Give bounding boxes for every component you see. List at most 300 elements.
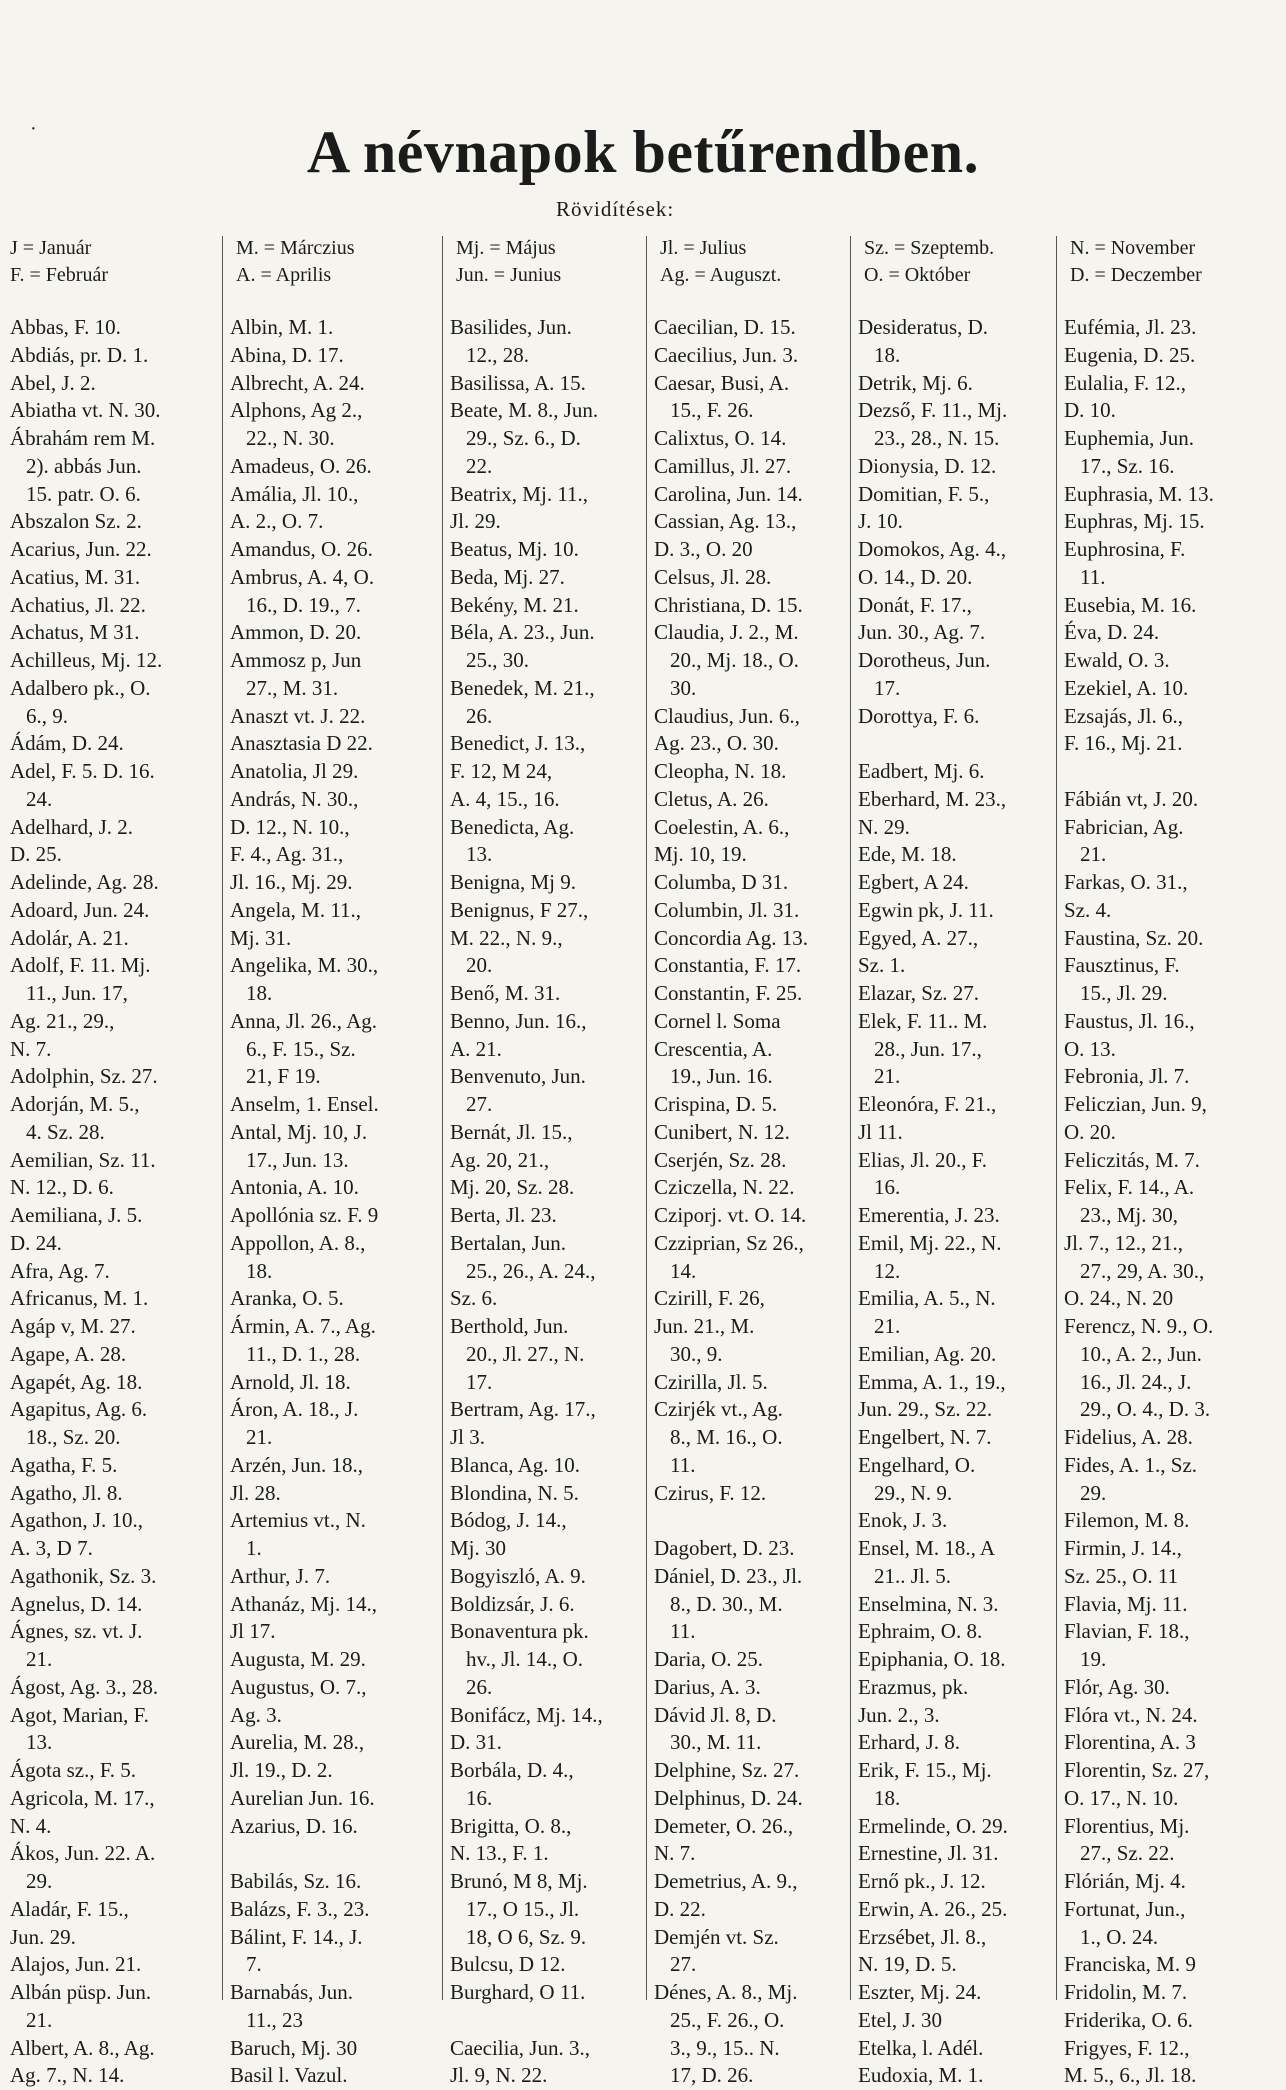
name-entry: O. 13. xyxy=(1064,1036,1116,1061)
name-entry: Bekény, M. 21. xyxy=(450,592,579,617)
name-entry: Concordia Ag. 13. xyxy=(654,925,808,950)
name-entry: Erazmus, pk. xyxy=(858,1674,969,1699)
name-entry: Bertalan, Jun. xyxy=(450,1230,567,1255)
name-entry: Czirill, F. 26, xyxy=(654,1286,765,1311)
name-entry: 27., 29, A. 30., xyxy=(1080,1258,1205,1283)
name-entry: Augusta, M. 29. xyxy=(230,1647,366,1671)
name-entry: Aranka, O. 5. xyxy=(230,1286,344,1311)
legend-entry: Mj. = Május xyxy=(456,237,556,259)
name-entry: Etelka, l. Adél. xyxy=(858,2035,984,2060)
name-entry: 16. xyxy=(466,1785,493,1810)
name-entry: Felix, F. 14., A. xyxy=(1064,1175,1195,1200)
name-entry: Benő, M. 31. xyxy=(450,981,561,1005)
name-entry: O. 20. xyxy=(1064,1119,1116,1144)
name-entry: Babilás, Sz. 16. xyxy=(230,1869,362,1893)
name-entry: Agricola, M. 17., xyxy=(10,1785,155,1810)
name-entry: Ag. 3. xyxy=(230,1702,282,1727)
legend-entry: N. = November xyxy=(1070,237,1196,259)
name-entry: Basil l. Vazul. xyxy=(230,2063,348,2088)
name-entry: Jl. 28. xyxy=(230,1480,281,1505)
legend-entry: J = Január xyxy=(10,237,92,259)
name-entry: Engelhard, O. xyxy=(858,1452,976,1477)
name-entry: Agape, A. 28. xyxy=(10,1341,127,1366)
name-entry: Euphrasia, M. 13. xyxy=(1064,481,1214,506)
name-entry: Flavian, F. 18., xyxy=(1064,1619,1190,1644)
name-entry: Abiatha vt. N. 30. xyxy=(10,398,161,423)
name-entry: Ernestine, Jl. 31. xyxy=(858,1841,999,1866)
name-entry: Filemon, M. 8. xyxy=(1064,1508,1190,1533)
name-entry: Ammosz p, Jun xyxy=(230,648,362,672)
name-entry: Ábrahám rem M. xyxy=(10,426,156,450)
name-entry: Balázs, F. 3., 23. xyxy=(230,1896,370,1921)
name-entry: Agapét, Ag. 18. xyxy=(10,1369,143,1394)
name-entry: Ewald, O. 3. xyxy=(1064,648,1170,672)
name-entry: 21. xyxy=(874,1064,901,1089)
name-entry: 27., M. 31. xyxy=(246,675,339,700)
name-entry: Éva, D. 24. xyxy=(1064,620,1160,645)
name-entry: 23., Mj. 30, xyxy=(1080,1203,1179,1227)
name-entry: 16., D. 19., 7. xyxy=(246,592,361,617)
name-entry: Sz. 6. xyxy=(450,1286,498,1311)
name-entry: 25., 26., A. 24., xyxy=(466,1258,596,1283)
name-entry xyxy=(1064,758,1214,786)
name-entry: 28., Jun. 17., xyxy=(874,1036,982,1061)
name-entry: Bertram, Ag. 17., xyxy=(450,1397,596,1422)
name-entry: Ag. 7., N. 14. xyxy=(10,2063,125,2088)
name-entry: 15. patr. O. 6. xyxy=(26,481,141,506)
name-entry: Adolphin, Sz. 27. xyxy=(10,1064,158,1089)
name-entry: Erhard, J. 8. xyxy=(858,1730,961,1755)
name-entry: Euphrosina, F. xyxy=(1064,537,1186,561)
name-entry: Ede, M. 18. xyxy=(858,842,957,867)
legend-entry: F. = Február xyxy=(10,264,108,286)
name-entry: Erwin, A. 26., 25. xyxy=(858,1896,1008,1921)
name-entry: Afra, Ag. 7. xyxy=(10,1258,110,1283)
name-entry: Ágota sz., F. 5. xyxy=(10,1758,137,1782)
name-entry: Eufémia, Jl. 23. xyxy=(1064,315,1197,339)
name-entry: Ag. 23., O. 30. xyxy=(654,731,779,756)
name-entry: 16., Jl. 24., J. xyxy=(1080,1369,1192,1394)
name-entry: Cletus, A. 26. xyxy=(654,786,769,811)
name-entry: 30., M. 11. xyxy=(670,1730,762,1755)
name-entry: Abdiás, pr. D. 1. xyxy=(10,342,149,367)
legend-group xyxy=(1070,235,1202,289)
name-entry: Anatolia, Jl 29. xyxy=(230,759,359,783)
name-column xyxy=(858,314,1008,2090)
name-entry: Amandus, O. 26. xyxy=(230,537,373,561)
name-entry: 21. xyxy=(246,1425,273,1449)
name-entry: D. 12., N. 10., xyxy=(230,814,350,839)
name-entry: 25., 30. xyxy=(466,648,529,672)
name-entry: M. 5., 6., Jl. 18. xyxy=(1064,2063,1197,2088)
name-entry: Burghard, O 11. xyxy=(450,1980,586,2004)
name-entry: 8., D. 30., M. xyxy=(670,1591,783,1616)
name-entry: Sz. 1. xyxy=(858,953,906,978)
name-entry: András, N. 30., xyxy=(230,786,359,811)
name-entry: Etel, J. 30 xyxy=(858,2007,942,2032)
name-entry: Africanus, M. 1. xyxy=(10,1286,149,1311)
name-entry: Daria, O. 25. xyxy=(654,1647,764,1671)
name-entry: 20., Mj. 18., O. xyxy=(670,648,799,672)
name-entry: Celsus, Jl. 28. xyxy=(654,564,772,589)
name-entry: Elek, F. 11.. M. xyxy=(858,1008,988,1033)
name-entry: Bogyiszló, A. 9. xyxy=(450,1563,586,1588)
name-entry: Constantia, F. 17. xyxy=(654,953,802,978)
name-entry: Fridolin, M. 7. xyxy=(1064,1980,1188,2004)
name-entry: Jl. 9, N. 22. xyxy=(450,2063,548,2088)
name-entry: Czziprian, Sz 26., xyxy=(654,1230,804,1255)
name-entry xyxy=(450,2007,603,2035)
name-entry: Agáp v, M. 27. xyxy=(10,1314,136,1338)
name-entry: Ag. 21., 29., xyxy=(10,1008,115,1033)
name-entry: Cleopha, N. 18. xyxy=(654,759,787,783)
name-entry: Emilian, Ag. 20. xyxy=(858,1341,997,1366)
name-entry: Eugenia, D. 25. xyxy=(1064,342,1196,367)
name-entry: D. 24. xyxy=(10,1230,62,1255)
name-entry: 18, O 6, Sz. 9. xyxy=(466,1924,587,1949)
name-entry: Ármin, A. 7., Ag. xyxy=(230,1314,376,1338)
name-entry: A. 4, 15., 16. xyxy=(450,786,560,811)
name-entry: Benno, Jun. 16., xyxy=(450,1008,587,1033)
name-entry: Faustina, Sz. 20. xyxy=(1064,925,1204,950)
name-column xyxy=(230,314,379,2090)
name-entry: Adoard, Jun. 24. xyxy=(10,897,150,922)
name-entry: 18., Sz. 20. xyxy=(26,1425,121,1449)
name-entry: Benignus, F 27., xyxy=(450,897,589,922)
name-entry: Ákos, Jun. 22. A. xyxy=(10,1841,156,1866)
name-entry: Franciska, M. 9 xyxy=(1064,1952,1196,1977)
name-entry: Emil, Mj. 22., N. xyxy=(858,1230,1002,1255)
name-entry: Dániel, D. 23., Jl. xyxy=(654,1563,803,1588)
name-entry: Faustus, Jl. 16., xyxy=(1064,1008,1195,1033)
name-entry: Beatrix, Mj. 11., xyxy=(450,481,589,506)
name-entry: Agapitus, Ag. 6. xyxy=(10,1397,148,1422)
name-entry: Aemilian, Sz. 11. xyxy=(10,1147,156,1172)
name-entry: Flórián, Mj. 4. xyxy=(1064,1869,1186,1893)
name-entry: Feliczian, Jun. 9, xyxy=(1064,1092,1207,1116)
name-entry: Antonia, A. 10. xyxy=(230,1175,359,1200)
name-entry: Euphras, Mj. 15. xyxy=(1064,509,1205,534)
name-entry: Ezekiel, A. 10. xyxy=(1064,675,1189,700)
name-entry: Ambrus, A. 4, O. xyxy=(230,564,375,589)
name-entry: Borbála, D. 4., xyxy=(450,1758,574,1782)
name-entry: Firmin, J. 14., xyxy=(1064,1536,1182,1560)
name-entry: Flavia, Mj. 11. xyxy=(1064,1591,1188,1616)
name-entry: A. 2., O. 7. xyxy=(230,509,324,534)
name-entry: Dezső, F. 11., Mj. xyxy=(858,398,1008,423)
name-entry: Demjén vt. Sz. xyxy=(654,1924,779,1949)
name-entry: Anna, Jl. 26., Ag. xyxy=(230,1008,377,1033)
name-entry: Albert, A. 8., Ag. xyxy=(10,2035,155,2060)
name-entry: Claudia, J. 2., M. xyxy=(654,620,799,645)
name-entry: Eberhard, M. 23., xyxy=(858,786,1007,811)
name-entry: 17. xyxy=(874,675,901,700)
name-entry: Amadeus, O. 26. xyxy=(230,453,372,478)
name-entry: D. 25. xyxy=(10,842,62,867)
name-entry: Artemius vt., N. xyxy=(230,1508,366,1533)
name-entry: Jl. 29. xyxy=(450,509,501,534)
name-entry: Jun. 2., 3. xyxy=(858,1702,940,1727)
name-entry: Emma, A. 1., 19., xyxy=(858,1369,1006,1394)
name-entry: Caesar, Busi, A. xyxy=(654,370,790,395)
name-entry: 27. xyxy=(466,1092,493,1116)
name-entry: Albin, M. 1. xyxy=(230,315,334,339)
name-entry: 24. xyxy=(26,786,53,811)
name-entry: Adel, F. 5. D. 16. xyxy=(10,759,155,783)
name-entry: Acatius, M. 31. xyxy=(10,564,141,589)
name-column xyxy=(1064,314,1214,2090)
name-entry: Barnabás, Jun. xyxy=(230,1980,354,2004)
name-entry: Benigna, Mj 9. xyxy=(450,870,576,894)
legend-entry: D. = Deczember xyxy=(1070,264,1202,286)
name-entry: Bulcsu, D 12. xyxy=(450,1952,566,1977)
name-entry: Anselm, 1. Ensel. xyxy=(230,1092,379,1116)
name-entry: Elias, Jl. 20., F. xyxy=(858,1147,987,1172)
column-divider xyxy=(850,236,851,2000)
name-entry: Cziczella, N. 22. xyxy=(654,1175,795,1200)
name-entry: Jl. 16., Mj. 29. xyxy=(230,870,353,894)
name-entry: Brigitta, O. 8., xyxy=(450,1813,572,1838)
name-entry: 27. xyxy=(670,1952,697,1977)
name-entry: 16. xyxy=(874,1175,901,1200)
name-entry: Agathon, J. 10., xyxy=(10,1508,143,1533)
name-entry: Benedicta, Ag. xyxy=(450,814,575,839)
name-entry: Frigyes, F. 12., xyxy=(1064,2035,1190,2060)
name-entry: Czirus, F. 12. xyxy=(654,1480,767,1505)
name-entry: Camillus, Jl. 27. xyxy=(654,453,792,478)
name-entry: Carolina, Jun. 14. xyxy=(654,481,803,506)
legend-entry: Jl. = Julius xyxy=(660,237,747,259)
name-column xyxy=(450,314,603,2090)
name-entry: Caecilius, Jun. 3. xyxy=(654,342,799,367)
name-entry: Fidelius, A. 28. xyxy=(1064,1425,1193,1449)
name-entry: 2). abbás Jun. xyxy=(26,453,142,478)
name-entry: Appollon, A. 8., xyxy=(230,1230,366,1255)
name-entry: Aurelia, M. 28., xyxy=(230,1730,365,1755)
name-entry: Augustus, O. 7., xyxy=(230,1674,367,1699)
name-entry: 18. xyxy=(874,1785,901,1810)
legend-group xyxy=(10,235,108,289)
name-entry: 27., Sz. 22. xyxy=(1080,1841,1175,1866)
name-entry: 26. xyxy=(466,1674,493,1699)
name-entry: Anasztasia D 22. xyxy=(230,731,373,756)
name-entry: Darius, A. 3. xyxy=(654,1674,761,1699)
name-entry: Crescentia, A. xyxy=(654,1036,773,1061)
name-entry: 6., F. 15., Sz. xyxy=(246,1036,356,1061)
name-entry: Calixtus, O. 14. xyxy=(654,426,787,450)
name-entry: Ádám, D. 24. xyxy=(10,731,124,756)
name-entry: Mj. 31. xyxy=(230,925,292,950)
name-entry: 29., O. 4., D. 3. xyxy=(1080,1397,1211,1422)
name-entry: 21, F 19. xyxy=(246,1064,321,1089)
name-entry xyxy=(858,730,1008,758)
name-entry: Athanáz, Mj. 14., xyxy=(230,1591,377,1616)
name-entry: 1., O. 24. xyxy=(1080,1924,1159,1949)
name-entry: Acarius, Jun. 22. xyxy=(10,537,152,561)
legend-entry: Jun. = Junius xyxy=(456,264,562,286)
name-entry: Jun. 29. xyxy=(10,1924,76,1949)
legend-group xyxy=(864,235,994,289)
name-entry: 11., D. 1., 28. xyxy=(246,1341,361,1366)
name-entry: Ermelinde, O. 29. xyxy=(858,1813,1008,1838)
name-entry: Bonifácz, Mj. 14., xyxy=(450,1702,603,1727)
name-entry: Eadbert, Mj. 6. xyxy=(858,759,985,783)
name-entry: N. 12., D. 6. xyxy=(10,1175,114,1200)
name-entry: N. 7. xyxy=(10,1036,52,1061)
name-entry: 18. xyxy=(246,1258,273,1283)
name-entry: Albán püsp. Jun. xyxy=(10,1980,152,2004)
name-entry: 19. xyxy=(1080,1647,1107,1671)
name-entry: Ensel, M. 18., A xyxy=(858,1536,996,1560)
name-entry: Bonaventura pk. xyxy=(450,1619,589,1644)
name-entry: Fábián vt, J. 20. xyxy=(1064,786,1199,811)
name-entry: Jl 3. xyxy=(450,1425,486,1449)
name-entry: Engelbert, N. 7. xyxy=(858,1425,992,1449)
name-entry: Aladár, F. 15., xyxy=(10,1896,129,1921)
name-entry: O. 24., N. 20 xyxy=(1064,1286,1174,1311)
name-entry: Enselmina, N. 3. xyxy=(858,1591,999,1616)
name-entry: N. 7. xyxy=(654,1841,696,1866)
name-entry: Agatho, Jl. 8. xyxy=(10,1480,123,1505)
name-entry: N. 29. xyxy=(858,814,910,839)
name-entry: Ephraim, O. 8. xyxy=(858,1619,983,1644)
name-entry: Béla, A. 23., Jun. xyxy=(450,620,595,645)
name-entry: Columbin, Jl. 31. xyxy=(654,897,800,922)
name-entry: Abszalon Sz. 2. xyxy=(10,509,142,534)
name-entry: Bernát, Jl. 15., xyxy=(450,1119,573,1144)
name-entry: Agathonik, Sz. 3. xyxy=(10,1563,157,1588)
name-entry: F. 16., Mj. 21. xyxy=(1064,731,1183,756)
legend-entry: M. = Márczius xyxy=(236,237,355,259)
name-entry: Ernő pk., J. 12. xyxy=(858,1869,986,1893)
name-entry: Blanca, Ag. 10. xyxy=(450,1452,581,1477)
name-entry: Abina, D. 17. xyxy=(230,342,344,367)
name-entry: Beate, M. 8., Jun. xyxy=(450,398,599,423)
abbreviations-title: Rövidítések: xyxy=(556,197,675,221)
column-divider xyxy=(646,236,647,2000)
name-entry: A. 21. xyxy=(450,1036,502,1061)
name-entry: J. 10. xyxy=(858,509,903,534)
name-entry: 11. xyxy=(1080,564,1106,589)
name-entry: Antal, Mj. 10, J. xyxy=(230,1119,368,1144)
name-entry: 4. Sz. 28. xyxy=(26,1119,105,1144)
name-entry: 30., 9. xyxy=(670,1341,723,1366)
name-entry: 25., F. 26., O. xyxy=(670,2007,785,2032)
name-entry: Adalbero pk., O. xyxy=(10,675,151,700)
name-entry: Agot, Marian, F. xyxy=(10,1702,149,1727)
name-entry: Abbas, F. 10. xyxy=(10,315,121,339)
name-entry: Aurelian Jun. 16. xyxy=(230,1785,375,1810)
name-entry: N. 4. xyxy=(10,1813,52,1838)
name-entry: Brunó, M 8, Mj. xyxy=(450,1869,588,1893)
name-entry: 14. xyxy=(670,1258,697,1283)
name-entry: 21.. Jl. 5. xyxy=(874,1563,952,1588)
name-entry: Mj. 20, Sz. 28. xyxy=(450,1175,575,1200)
name-entry: Amália, Jl. 10., xyxy=(230,481,359,506)
name-entry: Czirilla, Jl. 5. xyxy=(654,1369,768,1394)
name-entry xyxy=(230,1840,379,1868)
column-divider xyxy=(222,236,223,2000)
name-entry: Farkas, O. 31., xyxy=(1064,870,1188,894)
name-entry: Agatha, F. 5. xyxy=(10,1452,118,1477)
name-entry: Arnold, Jl. 18. xyxy=(230,1369,351,1394)
name-entry: Caecilia, Jun. 3., xyxy=(450,2035,590,2060)
name-entry: Dávid Jl. 8, D. xyxy=(654,1702,777,1727)
name-entry: 17., Jun. 13. xyxy=(246,1147,349,1172)
name-entry: D. 10. xyxy=(1064,398,1116,423)
legend-entry: Sz. = Szeptemb. xyxy=(864,237,995,259)
name-entry: Erzsébet, Jl. 8., xyxy=(858,1924,987,1949)
name-entry: Angela, M. 11., xyxy=(230,897,362,922)
name-entry: 17. xyxy=(466,1369,493,1394)
name-entry: Friderika, O. 6. xyxy=(1064,2007,1193,2032)
name-entry: 12. xyxy=(874,1258,901,1283)
legend-entry: Ag. = Auguszt. xyxy=(660,264,782,286)
name-entry: Aemiliana, J. 5. xyxy=(10,1203,143,1227)
name-entry: 15., Jl. 29. xyxy=(1080,981,1168,1005)
name-entry: 26. xyxy=(466,703,493,728)
name-entry: Eusebia, M. 16. xyxy=(1064,592,1197,617)
name-entry: Bódog, J. 14., xyxy=(450,1508,567,1533)
name-entry: 11. xyxy=(670,1619,696,1644)
name-entry: 11., Jun. 17, xyxy=(26,981,128,1005)
name-entry: 22., N. 30. xyxy=(246,426,335,450)
legend-entry: O. = Október xyxy=(864,264,971,286)
name-entry: Basilissa, A. 15. xyxy=(450,370,586,395)
name-entry: Jl. 19., D. 2. xyxy=(230,1758,333,1782)
name-entry: Florentius, Mj. xyxy=(1064,1813,1190,1838)
name-entry: Abel, J. 2. xyxy=(10,370,96,395)
name-entry: Sz. 4. xyxy=(1064,897,1112,922)
name-entry: Benedict, J. 13., xyxy=(450,731,586,756)
name-entry: Achatius, Jl. 22. xyxy=(10,592,146,617)
name-entry: Florentina, A. 3 xyxy=(1064,1730,1196,1755)
name-entry: Beatus, Mj. 10. xyxy=(450,537,579,561)
name-entry: Adolár, A. 21. xyxy=(10,925,129,950)
name-entry: 13. xyxy=(466,842,493,867)
name-entry: Dénes, A. 8., Mj. xyxy=(654,1980,798,2004)
name-entry: Adolf, F. 11. Mj. xyxy=(10,953,151,978)
name-entry: Sz. 25., O. 11 xyxy=(1064,1563,1179,1588)
name-entry: 29., N. 9. xyxy=(874,1480,953,1505)
column-divider xyxy=(442,236,443,2000)
name-entry: Dionysia, D. 12. xyxy=(858,453,997,478)
name-entry: Jun. 21., M. xyxy=(654,1314,755,1338)
name-entry: 29. xyxy=(26,1869,53,1893)
name-entry: Beda, Mj. 27. xyxy=(450,564,565,589)
name-entry: Elazar, Sz. 27. xyxy=(858,981,980,1005)
column-divider xyxy=(1056,236,1057,2000)
name-entry: Domokos, Ag. 4., xyxy=(858,537,1007,561)
name-entry: 3., 9., 15.. N. xyxy=(670,2035,780,2060)
name-entry: Fortunat, Jun., xyxy=(1064,1896,1186,1921)
name-entry: Egbert, A 24. xyxy=(858,870,969,894)
name-entry: 17., Sz. 16. xyxy=(1080,453,1175,478)
name-entry: 30. xyxy=(670,675,697,700)
name-entry: D. 3., O. 20 xyxy=(654,537,753,561)
name-entry: Bálint, F. 14., J. xyxy=(230,1924,363,1949)
name-entry: Eudoxia, M. 1. xyxy=(858,2063,984,2088)
name-entry: Czirjék vt., Ag. xyxy=(654,1397,783,1422)
name-entry: Eulalia, F. 12., xyxy=(1064,370,1186,395)
name-entry: Domitian, F. 5., xyxy=(858,481,990,506)
name-entry: Azarius, D. 16. xyxy=(230,1813,358,1838)
name-entry: Epiphania, O. 18. xyxy=(858,1647,1006,1671)
name-entry: Florentin, Sz. 27, xyxy=(1064,1758,1210,1782)
name-entry: Albrecht, A. 24. xyxy=(230,370,365,395)
name-entry: Euphemia, Jun. xyxy=(1064,426,1195,450)
name-entry: Ágost, Ag. 3., 28. xyxy=(10,1674,159,1699)
